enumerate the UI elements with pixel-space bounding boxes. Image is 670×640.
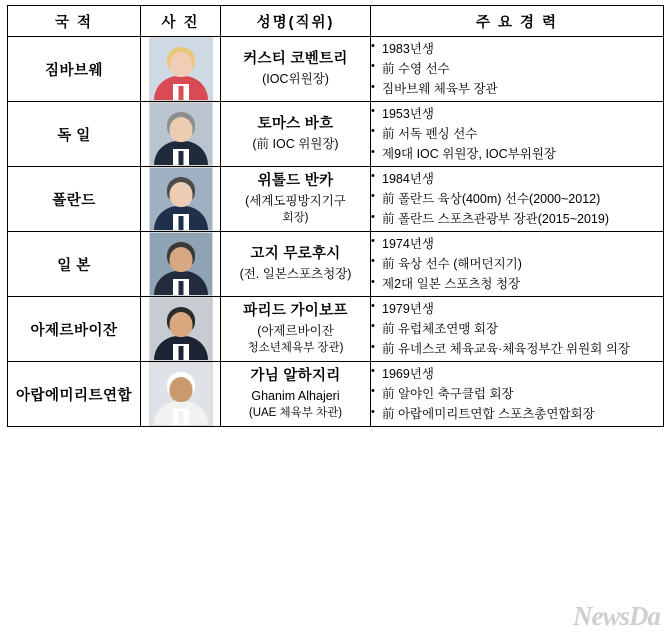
person-title: Ghanim Alhajeri <box>251 389 340 404</box>
career-item: • 前 아랍에미리트연합 스포츠총연합회장 <box>371 404 663 424</box>
cell-name <box>221 102 371 167</box>
portrait-ghanim-alhajeri <box>149 362 213 426</box>
cell-career <box>371 232 664 297</box>
career-list <box>371 234 663 295</box>
person-name: 토마스 바흐 <box>257 116 334 133</box>
cell-photo <box>141 232 221 297</box>
portrait-tie <box>178 411 183 425</box>
cell-country: 아랍에미리트연합 <box>8 362 141 427</box>
career-item: • 前 폴란드 스포츠관광부 장관(2015~2019) <box>371 209 663 229</box>
portrait-thomas-bach <box>149 102 213 166</box>
portrait-face <box>169 247 192 272</box>
career-item: • 前 서독 펜싱 선수 <box>371 124 663 144</box>
career-item: • 제2대 일본 스포츠청 청장 <box>371 274 663 294</box>
column-header-career: 주 요 경 력 <box>371 6 664 37</box>
watermark: NewsDa <box>573 601 660 631</box>
portrait-koji-murofushi <box>149 232 213 296</box>
table-row <box>8 232 664 297</box>
portrait-tie <box>178 86 183 100</box>
table-row <box>8 167 664 232</box>
cell-name <box>221 37 371 102</box>
career-item: • 1979년생 <box>371 299 663 319</box>
career-list <box>371 39 663 100</box>
portrait-tie <box>178 346 183 360</box>
career-item: • 前 수영 선수 <box>371 59 663 79</box>
career-list <box>371 364 663 425</box>
table-row <box>8 297 664 362</box>
cell-career <box>371 362 664 427</box>
cell-name <box>221 362 371 427</box>
person-title: (아제르바이잔 <box>257 324 334 339</box>
person-title-line2: 회장) <box>282 212 309 225</box>
career-list <box>371 169 663 230</box>
person-name: 고지 무로후시 <box>250 246 341 263</box>
table-row <box>8 37 664 102</box>
cell-photo <box>141 167 221 232</box>
career-item: • 1969년생 <box>371 364 663 384</box>
profile-table <box>7 5 664 427</box>
cell-career <box>371 167 664 232</box>
table-header-row <box>8 6 664 37</box>
portrait-kirsty-coventry <box>149 37 213 101</box>
career-item: • 前 알야인 축구클럽 회장 <box>371 384 663 404</box>
cell-country: 폴란드 <box>8 167 141 232</box>
person-name: 커스티 코벤트리 <box>243 51 348 68</box>
person-title: (세계도핑방지기구 <box>245 194 346 209</box>
cell-name <box>221 167 371 232</box>
career-item: • 1974년생 <box>371 234 663 254</box>
portrait-face <box>169 117 192 142</box>
cell-name <box>221 297 371 362</box>
person-title: (IOC위원장) <box>262 72 329 87</box>
cell-country: 독 일 <box>8 102 141 167</box>
career-list <box>371 104 663 165</box>
portrait-face <box>169 182 192 207</box>
career-item: • 前 폴란드 육상(400m) 선수(2000~2012) <box>371 189 663 209</box>
person-name: 가님 알하지리 <box>250 368 341 385</box>
person-title-line2: (UAE 체육부 차관) <box>248 407 343 420</box>
career-item: • 前 유럽체조연맹 회장 <box>371 319 663 339</box>
table-header <box>8 6 664 37</box>
cell-photo <box>141 37 221 102</box>
cell-career <box>371 37 664 102</box>
person-title: (전. 일본스포츠청장) <box>239 267 352 282</box>
portrait-tie <box>178 151 183 165</box>
cell-name <box>221 232 371 297</box>
portrait-face <box>169 52 192 77</box>
person-title-line2: 청소년체육부 장관) <box>247 342 344 355</box>
cell-photo <box>141 102 221 167</box>
career-item: • 1953년생 <box>371 104 663 124</box>
career-item: • 1984년생 <box>371 169 663 189</box>
table-row <box>8 362 664 427</box>
person-name: 위톨드 반카 <box>257 173 334 190</box>
cell-country: 일 본 <box>8 232 141 297</box>
cell-country: 아제르바이잔 <box>8 297 141 362</box>
portrait-farid-gayibov <box>149 297 213 361</box>
career-item: • 제9대 IOC 위원장, IOC부위원장 <box>371 144 663 164</box>
table-body <box>8 37 664 427</box>
career-list <box>371 299 663 360</box>
portrait-tie <box>178 281 183 295</box>
cell-career <box>371 297 664 362</box>
career-item: • 前 육상 선수 (해머던지기) <box>371 254 663 274</box>
portrait-tie <box>178 216 183 230</box>
career-item: • 前 유네스코 체육교육·체육정부간 위원회 의장 <box>371 339 663 359</box>
column-header-name: 성명(직위) <box>221 6 371 37</box>
portrait-face <box>169 312 192 337</box>
cell-country: 짐바브웨 <box>8 37 141 102</box>
cell-photo <box>141 297 221 362</box>
person-title: (前 IOC 위원장) <box>252 137 339 152</box>
table-row <box>8 102 664 167</box>
portrait-face <box>169 377 192 402</box>
portrait-witold-banka <box>149 167 213 231</box>
cell-photo <box>141 362 221 427</box>
person-name: 파리드 가이보프 <box>243 303 348 320</box>
career-item: • 짐바브웨 체육부 장관 <box>371 79 663 99</box>
column-header-country: 국 적 <box>8 6 141 37</box>
cell-career <box>371 102 664 167</box>
column-header-photo: 사 진 <box>141 6 221 37</box>
career-item: • 1983년생 <box>371 39 663 59</box>
